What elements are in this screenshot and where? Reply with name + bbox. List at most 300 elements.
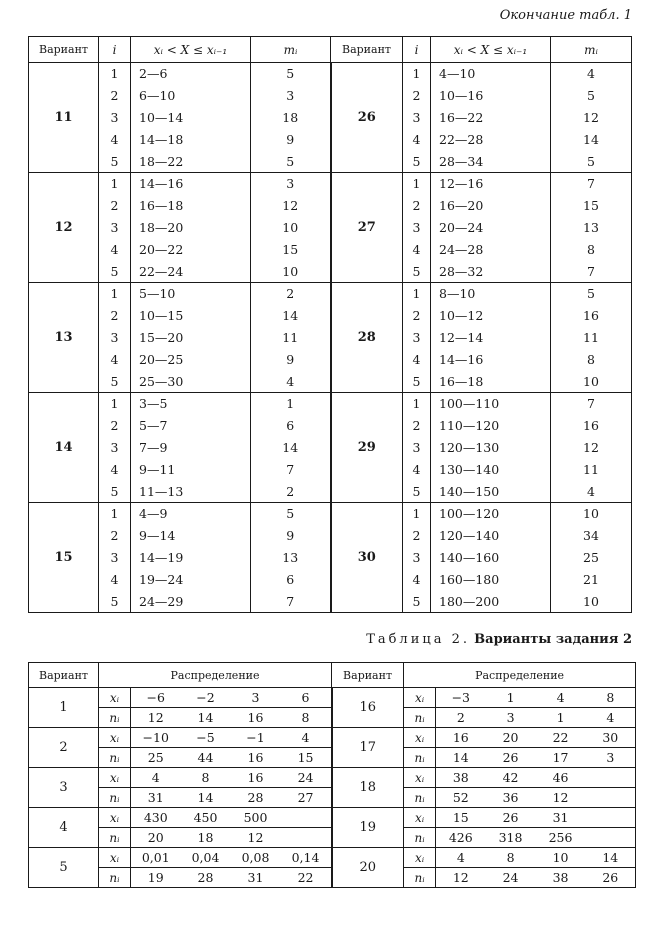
row-label-cell: nᵢ xyxy=(404,708,436,728)
index-cell: 1 xyxy=(403,282,431,304)
value-cell: 8 xyxy=(281,708,332,728)
interval-cell: 15—20 xyxy=(131,327,251,349)
value-cell: 4 xyxy=(586,708,636,728)
table-row xyxy=(29,525,632,547)
index-cell: 5 xyxy=(403,370,431,392)
row-label-cell: nᵢ xyxy=(99,788,131,808)
index-cell: 4 xyxy=(99,128,131,150)
header-m-right: mᵢ xyxy=(551,37,632,63)
index-cell: 4 xyxy=(99,348,131,370)
value-cell: −1 xyxy=(231,728,281,748)
value-cell: 14 xyxy=(181,708,231,728)
index-cell: 1 xyxy=(403,63,431,85)
row-label-cell: nᵢ xyxy=(404,748,436,768)
frequency-cell: 5 xyxy=(251,63,331,85)
row-label-cell: xᵢ xyxy=(404,808,436,828)
table-row xyxy=(29,768,636,788)
interval-cell: 16—18 xyxy=(431,370,551,392)
table-row xyxy=(29,547,632,569)
interval-cell: 28—34 xyxy=(431,150,551,172)
interval-cell: 5—10 xyxy=(131,282,251,304)
value-cell: 36 xyxy=(486,788,536,808)
table-row xyxy=(29,415,632,437)
value-cell: 28 xyxy=(181,868,231,888)
value-cell: 2 xyxy=(436,708,486,728)
frequency-cell: 4 xyxy=(251,370,331,392)
index-cell: 4 xyxy=(99,238,131,260)
interval-cell: 22—24 xyxy=(131,260,251,282)
value-cell: 12 xyxy=(231,828,281,848)
interval-cell: 24—28 xyxy=(431,238,551,260)
variant-cell: 11 xyxy=(29,63,99,173)
frequency-cell: 16 xyxy=(551,415,632,437)
value-cell: 1 xyxy=(536,708,586,728)
value-cell: 8 xyxy=(486,848,536,868)
index-cell: 1 xyxy=(99,502,131,524)
index-cell: 5 xyxy=(99,150,131,172)
frequency-cell: 10 xyxy=(251,217,331,239)
row-label-cell: xᵢ xyxy=(404,728,436,748)
variant-cell: 5 xyxy=(29,848,99,888)
value-cell: 6 xyxy=(281,688,332,708)
frequency-cell: 5 xyxy=(551,282,632,304)
index-cell: 5 xyxy=(403,590,431,612)
frequency-cell: 34 xyxy=(551,525,632,547)
table-row xyxy=(29,848,636,868)
table-row xyxy=(29,392,632,414)
index-cell: 4 xyxy=(403,238,431,260)
index-cell: 1 xyxy=(99,172,131,194)
table-row xyxy=(29,480,632,502)
value-cell: 3 xyxy=(486,708,536,728)
table-2-title xyxy=(366,632,632,647)
frequency-cell: 5 xyxy=(251,150,331,172)
value-cell: 0,01 xyxy=(131,848,181,868)
index-cell: 3 xyxy=(99,547,131,569)
value-cell: 4 xyxy=(281,728,332,748)
index-cell: 5 xyxy=(99,480,131,502)
row-label-cell: xᵢ xyxy=(99,688,131,708)
variant-cell: 15 xyxy=(29,502,99,612)
frequency-cell: 6 xyxy=(251,568,331,590)
header-interval-right: xᵢ < X ≤ xᵢ₋₁ xyxy=(431,37,551,63)
value-cell: 4 xyxy=(436,848,486,868)
frequency-cell: 7 xyxy=(251,590,331,612)
interval-cell: 14—16 xyxy=(431,348,551,370)
value-cell: 3 xyxy=(586,748,636,768)
frequency-cell: 15 xyxy=(251,238,331,260)
value-cell: 42 xyxy=(486,768,536,788)
interval-cell: 7—9 xyxy=(131,437,251,459)
value-cell: 46 xyxy=(536,768,586,788)
frequency-cell: 11 xyxy=(551,327,632,349)
interval-cell: 14—18 xyxy=(131,128,251,150)
frequency-cell: 13 xyxy=(551,217,632,239)
interval-cell: 120—140 xyxy=(431,525,551,547)
interval-cell: 130—140 xyxy=(431,458,551,480)
value-cell: 26 xyxy=(486,748,536,768)
index-cell: 1 xyxy=(99,392,131,414)
variant-cell: 17 xyxy=(332,728,404,768)
variant-cell: 19 xyxy=(332,808,404,848)
value-cell: 20 xyxy=(486,728,536,748)
value-cell: 15 xyxy=(436,808,486,828)
value-cell: −6 xyxy=(131,688,181,708)
frequency-cell: 7 xyxy=(551,392,632,414)
value-cell: 44 xyxy=(181,748,231,768)
variant-cell: 2 xyxy=(29,728,99,768)
value-cell: 4 xyxy=(536,688,586,708)
index-cell: 3 xyxy=(403,327,431,349)
frequency-cell: 16 xyxy=(551,305,632,327)
table-2-title-prefix: Таблица 2. xyxy=(366,632,471,647)
row-label-cell: xᵢ xyxy=(99,768,131,788)
interval-cell: 14—16 xyxy=(131,172,251,194)
table-row xyxy=(29,590,632,612)
interval-cell: 2—6 xyxy=(131,63,251,85)
value-cell xyxy=(586,808,636,828)
frequency-cell: 3 xyxy=(251,172,331,194)
table-2-variants xyxy=(28,662,636,888)
frequency-cell: 4 xyxy=(551,63,632,85)
index-cell: 4 xyxy=(403,348,431,370)
value-cell: 0,04 xyxy=(181,848,231,868)
table-row xyxy=(29,370,632,392)
value-cell: 8 xyxy=(181,768,231,788)
row-label-cell: nᵢ xyxy=(99,708,131,728)
table-row xyxy=(29,85,632,107)
t2-header-variant-left: Вариант xyxy=(29,663,99,688)
interval-cell: 18—22 xyxy=(131,150,251,172)
index-cell: 1 xyxy=(403,392,431,414)
value-cell: 450 xyxy=(181,808,231,828)
frequency-cell: 14 xyxy=(551,128,632,150)
value-cell: 14 xyxy=(181,788,231,808)
row-label-cell: nᵢ xyxy=(404,868,436,888)
value-cell: 24 xyxy=(486,868,536,888)
row-label-cell: xᵢ xyxy=(99,808,131,828)
interval-cell: 22—28 xyxy=(431,128,551,150)
interval-cell: 140—160 xyxy=(431,547,551,569)
index-cell: 5 xyxy=(403,260,431,282)
index-cell: 4 xyxy=(99,568,131,590)
variant-cell: 13 xyxy=(29,282,99,392)
interval-cell: 16—22 xyxy=(431,107,551,129)
value-cell: 22 xyxy=(281,868,332,888)
variant-cell: 28 xyxy=(331,282,403,392)
value-cell: 18 xyxy=(181,828,231,848)
frequency-cell: 5 xyxy=(551,150,632,172)
index-cell: 4 xyxy=(403,128,431,150)
row-label-cell: xᵢ xyxy=(99,728,131,748)
value-cell xyxy=(281,828,332,848)
value-cell: −10 xyxy=(131,728,181,748)
interval-cell: 5—7 xyxy=(131,415,251,437)
frequency-cell: 7 xyxy=(551,172,632,194)
value-cell: 27 xyxy=(281,788,332,808)
value-cell: 14 xyxy=(436,748,486,768)
frequency-cell: 8 xyxy=(551,238,632,260)
index-cell: 4 xyxy=(403,568,431,590)
interval-cell: 9—11 xyxy=(131,458,251,480)
value-cell: 31 xyxy=(231,868,281,888)
value-cell: −5 xyxy=(181,728,231,748)
index-cell: 3 xyxy=(403,547,431,569)
interval-cell: 18—20 xyxy=(131,217,251,239)
frequency-cell: 2 xyxy=(251,480,331,502)
row-label-cell: nᵢ xyxy=(404,828,436,848)
interval-cell: 140—150 xyxy=(431,480,551,502)
table-row xyxy=(29,63,632,85)
table-row xyxy=(29,172,632,194)
value-cell: 16 xyxy=(231,748,281,768)
index-cell: 2 xyxy=(403,305,431,327)
frequency-cell: 4 xyxy=(551,480,632,502)
index-cell: 5 xyxy=(99,370,131,392)
interval-cell: 120—130 xyxy=(431,437,551,459)
frequency-cell: 3 xyxy=(251,85,331,107)
frequency-cell: 6 xyxy=(251,415,331,437)
index-cell: 1 xyxy=(99,63,131,85)
index-cell: 2 xyxy=(99,85,131,107)
frequency-cell: 9 xyxy=(251,525,331,547)
value-cell: −2 xyxy=(181,688,231,708)
value-cell xyxy=(281,808,332,828)
table-row xyxy=(29,150,632,172)
frequency-cell: 12 xyxy=(251,195,331,217)
table-row xyxy=(29,458,632,480)
frequency-cell: 18 xyxy=(251,107,331,129)
value-cell: 0,08 xyxy=(231,848,281,868)
variant-cell: 26 xyxy=(331,63,403,173)
frequency-cell: 15 xyxy=(551,195,632,217)
index-cell: 2 xyxy=(99,195,131,217)
value-cell: 10 xyxy=(536,848,586,868)
frequency-cell: 21 xyxy=(551,568,632,590)
value-cell: 500 xyxy=(231,808,281,828)
index-cell: 1 xyxy=(403,172,431,194)
interval-cell: 9—14 xyxy=(131,525,251,547)
frequency-cell: 9 xyxy=(251,348,331,370)
value-cell: 22 xyxy=(536,728,586,748)
variant-cell: 18 xyxy=(332,768,404,808)
frequency-cell: 7 xyxy=(551,260,632,282)
value-cell: 19 xyxy=(131,868,181,888)
value-cell: 17 xyxy=(536,748,586,768)
index-cell: 3 xyxy=(99,437,131,459)
value-cell: 25 xyxy=(131,748,181,768)
interval-cell: 11—13 xyxy=(131,480,251,502)
index-cell: 5 xyxy=(403,150,431,172)
interval-cell: 100—120 xyxy=(431,502,551,524)
interval-cell: 10—14 xyxy=(131,107,251,129)
value-cell: 12 xyxy=(131,708,181,728)
interval-cell: 4—9 xyxy=(131,502,251,524)
frequency-cell: 25 xyxy=(551,547,632,569)
continuation-title: Окончание табл. 1 xyxy=(499,8,632,23)
interval-cell: 28—32 xyxy=(431,260,551,282)
frequency-cell: 5 xyxy=(551,85,632,107)
frequency-cell: 10 xyxy=(551,502,632,524)
index-cell: 5 xyxy=(99,590,131,612)
value-cell xyxy=(586,828,636,848)
value-cell: 8 xyxy=(586,688,636,708)
value-cell: 26 xyxy=(486,808,536,828)
index-cell: 2 xyxy=(99,415,131,437)
index-cell: 5 xyxy=(403,480,431,502)
value-cell: 12 xyxy=(436,868,486,888)
frequency-cell: 10 xyxy=(551,370,632,392)
value-cell: 14 xyxy=(586,848,636,868)
frequency-cell: 13 xyxy=(251,547,331,569)
variant-cell: 1 xyxy=(29,688,99,728)
interval-cell: 3—5 xyxy=(131,392,251,414)
interval-cell: 4—10 xyxy=(431,63,551,85)
value-cell: 24 xyxy=(281,768,332,788)
table-row xyxy=(29,437,632,459)
value-cell: 4 xyxy=(131,768,181,788)
variant-cell: 12 xyxy=(29,172,99,282)
index-cell: 2 xyxy=(403,525,431,547)
interval-cell: 20—24 xyxy=(431,217,551,239)
variant-cell: 30 xyxy=(331,502,403,612)
interval-cell: 10—12 xyxy=(431,305,551,327)
table-row xyxy=(29,688,636,708)
variant-cell: 14 xyxy=(29,392,99,502)
interval-cell: 12—16 xyxy=(431,172,551,194)
header-variant-right: Вариант xyxy=(331,37,403,63)
value-cell: 12 xyxy=(536,788,586,808)
header-i-right: i xyxy=(403,37,431,63)
frequency-cell: 11 xyxy=(551,458,632,480)
value-cell: 52 xyxy=(436,788,486,808)
interval-cell: 14—19 xyxy=(131,547,251,569)
index-cell: 3 xyxy=(403,107,431,129)
table-row xyxy=(29,128,632,150)
frequency-cell: 12 xyxy=(551,107,632,129)
index-cell: 2 xyxy=(403,195,431,217)
interval-cell: 6—10 xyxy=(131,85,251,107)
variant-cell: 16 xyxy=(332,688,404,728)
interval-cell: 100—110 xyxy=(431,392,551,414)
index-cell: 2 xyxy=(403,415,431,437)
value-cell: 0,14 xyxy=(281,848,332,868)
interval-cell: 12—14 xyxy=(431,327,551,349)
header-variant-left: Вариант xyxy=(29,37,99,63)
value-cell xyxy=(586,788,636,808)
interval-cell: 20—25 xyxy=(131,348,251,370)
frequency-cell: 11 xyxy=(251,327,331,349)
t2-header-variant-right: Вариант xyxy=(332,663,404,688)
value-cell: −3 xyxy=(436,688,486,708)
frequency-cell: 9 xyxy=(251,128,331,150)
interval-cell: 10—15 xyxy=(131,305,251,327)
value-cell: 318 xyxy=(486,828,536,848)
interval-cell: 24—29 xyxy=(131,590,251,612)
variant-cell: 20 xyxy=(332,848,404,888)
value-cell: 16 xyxy=(231,708,281,728)
table-row xyxy=(29,282,632,304)
row-label-cell: nᵢ xyxy=(99,828,131,848)
interval-cell: 110—120 xyxy=(431,415,551,437)
row-label-cell: xᵢ xyxy=(404,768,436,788)
value-cell: 30 xyxy=(586,728,636,748)
frequency-cell: 10 xyxy=(251,260,331,282)
index-cell: 2 xyxy=(99,305,131,327)
frequency-cell: 14 xyxy=(251,437,331,459)
table-row xyxy=(29,502,632,524)
value-cell: 256 xyxy=(536,828,586,848)
value-cell xyxy=(586,768,636,788)
value-cell: 16 xyxy=(436,728,486,748)
value-cell: 31 xyxy=(131,788,181,808)
index-cell: 5 xyxy=(99,260,131,282)
row-label-cell: nᵢ xyxy=(99,748,131,768)
value-cell: 31 xyxy=(536,808,586,828)
interval-cell: 19—24 xyxy=(131,568,251,590)
table-2-header-row xyxy=(29,663,636,688)
row-label-cell: xᵢ xyxy=(404,848,436,868)
interval-cell: 180—200 xyxy=(431,590,551,612)
row-label-cell: xᵢ xyxy=(404,688,436,708)
value-cell: 38 xyxy=(436,768,486,788)
interval-cell: 16—20 xyxy=(431,195,551,217)
table-row xyxy=(29,327,632,349)
row-label-cell: nᵢ xyxy=(99,868,131,888)
frequency-cell: 2 xyxy=(251,282,331,304)
table-row xyxy=(29,107,632,129)
table-1-header-row xyxy=(29,37,632,63)
header-interval-left: xᵢ < X ≤ xᵢ₋₁ xyxy=(131,37,251,63)
interval-cell: 10—16 xyxy=(431,85,551,107)
table-row xyxy=(29,728,636,748)
table-row xyxy=(29,217,632,239)
t2-header-distribution-left: Распределение xyxy=(99,663,332,688)
index-cell: 1 xyxy=(99,282,131,304)
t2-header-distribution-right: Распределение xyxy=(404,663,636,688)
index-cell: 3 xyxy=(99,217,131,239)
row-label-cell: xᵢ xyxy=(99,848,131,868)
frequency-cell: 12 xyxy=(551,437,632,459)
interval-cell: 20—22 xyxy=(131,238,251,260)
index-cell: 3 xyxy=(403,437,431,459)
table-row xyxy=(29,260,632,282)
row-label-cell: nᵢ xyxy=(404,788,436,808)
frequency-cell: 10 xyxy=(551,590,632,612)
index-cell: 2 xyxy=(403,85,431,107)
index-cell: 1 xyxy=(403,502,431,524)
value-cell: 20 xyxy=(131,828,181,848)
index-cell: 4 xyxy=(99,458,131,480)
table-row xyxy=(29,348,632,370)
frequency-cell: 5 xyxy=(251,502,331,524)
frequency-cell: 7 xyxy=(251,458,331,480)
variant-cell: 3 xyxy=(29,768,99,808)
variant-cell: 4 xyxy=(29,808,99,848)
frequency-cell: 8 xyxy=(551,348,632,370)
value-cell: 1 xyxy=(486,688,536,708)
table-row xyxy=(29,195,632,217)
index-cell: 2 xyxy=(99,525,131,547)
frequency-cell: 14 xyxy=(251,305,331,327)
value-cell: 26 xyxy=(586,868,636,888)
table-row xyxy=(29,808,636,828)
interval-cell: 16—18 xyxy=(131,195,251,217)
index-cell: 4 xyxy=(403,458,431,480)
value-cell: 430 xyxy=(131,808,181,828)
table-1-continuation xyxy=(28,36,632,613)
index-cell: 3 xyxy=(99,107,131,129)
